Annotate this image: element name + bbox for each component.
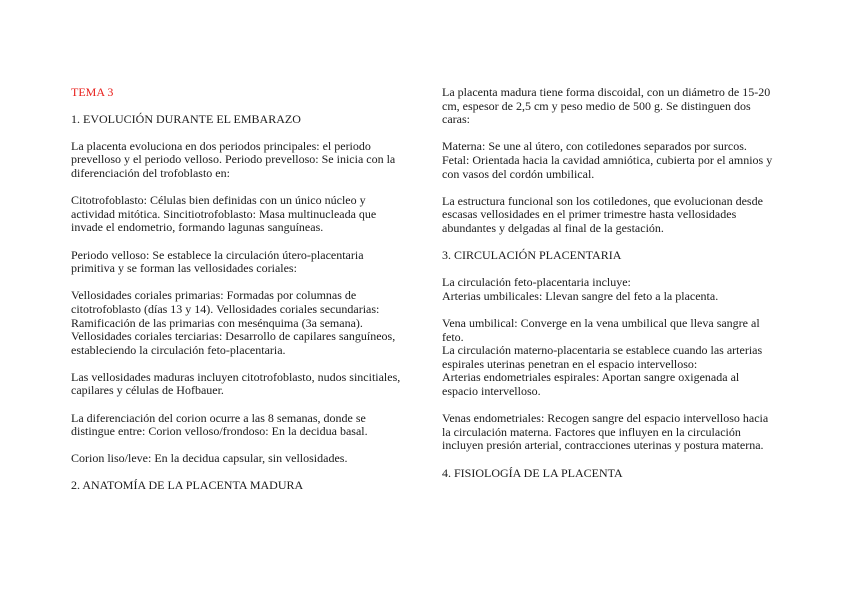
text-line: distingue entre: Corion velloso/frondoso: En la decidua basal. [71, 424, 368, 439]
text-line: feto. [442, 329, 464, 344]
text-line: cm, espesor de 2,5 cm y peso medio de 500 g. Se distinguen dos [442, 98, 751, 113]
paragraph-venas-endometriales [442, 412, 782, 453]
text-line: La circulación materno-placentaria se establece cuando las arterias [442, 343, 763, 358]
text-line: con vasos del cordón umbilical. [442, 166, 595, 181]
text-line: La circulación feto-placentaria incluye: [442, 275, 631, 290]
left-column [71, 86, 406, 506]
text-line: citotrofoblasto (días 13 y 14). Vellosidades coriales secundarias: [71, 301, 380, 316]
paragraph-citotrofoblasto [71, 194, 406, 235]
text-line: invade el endometrio, formando lagunas sanguíneas. [71, 220, 324, 235]
text-line: espirales uterinas penetran en el espacio intervelloso: [442, 356, 698, 371]
paragraph-corion-liso [71, 452, 406, 466]
section-heading-2: 2. ANATOMÍA DE LA PLACENTA MADURA [71, 478, 304, 493]
text-line: prevelloso y el periodo velloso. Periodo prevelloso: Se inicia con la [71, 152, 396, 167]
paragraph-corion [71, 412, 406, 439]
text-line: capilares y células de Hofbauer. [71, 383, 224, 398]
page-title: TEMA 3 [71, 85, 114, 99]
right-column [442, 86, 782, 494]
paragraph-vena-umbilical [442, 317, 782, 399]
section-heading-4: 4. FISIOLOGÍA DE LA PLACENTA [442, 465, 623, 480]
text-line: Periodo velloso: Se establece la circulación útero-placentaria [71, 247, 364, 262]
text-line: Las vellosidades maduras incluyen citotrofoblasto, nudos sincitiales, [71, 369, 401, 384]
paragraph-periodo-velloso [71, 249, 406, 276]
section-heading-3: 3. CIRCULACIÓN PLACENTARIA [442, 248, 622, 263]
section-heading-1: 1. EVOLUCIÓN DURANTE EL EMBARAZO [71, 111, 301, 126]
text-line: Vena umbilical: Converge en la vena umbilical que lleva sangre al [442, 316, 760, 331]
text-line: diferenciación del trofoblasto en: [71, 165, 230, 180]
text-line: Fetal: Orientada hacia la cavidad amniótica, cubierta por el amnios y [442, 152, 773, 167]
text-line: Arterias umbilicales: Llevan sangre del feto a la placenta. [442, 288, 719, 303]
text-line: escasas vellosidades en el primer trimestre hasta vellosidades [442, 207, 737, 222]
paragraph-circulacion-feto [442, 276, 782, 303]
text-line: la circulación materna. Factores que influyen en la circulación [442, 424, 741, 439]
text-line: La estructura funcional son los cotiledones, que evolucionan desde [442, 193, 763, 208]
text-line: Vellosidades coriales terciarias: Desarrollo de capilares sanguíneos, [71, 329, 396, 344]
text-line: Citotrofoblasto: Células bien definidas con un único núcleo y [71, 193, 366, 208]
paragraph-placenta-madura [442, 86, 782, 127]
text-line: La placenta evoluciona en dos periodos principales: el periodo [71, 138, 371, 153]
paragraph-caras [442, 140, 782, 181]
text-line: Corion liso/leve: En la decidua capsular, sin vellosidades. [71, 451, 348, 466]
text-line: Arterias endometriales espirales: Aportan sangre oxigenada al [442, 370, 740, 385]
text-line: Vellosidades coriales primarias: Formadas por columnas de [71, 288, 357, 303]
text-line: incluyen presión arterial, contracciones uterinas y postura materna. [442, 438, 764, 453]
text-line: espacio intervelloso. [442, 384, 541, 399]
paragraph-cotiledones [442, 195, 782, 236]
paragraph-vellosidades-coriales [71, 289, 406, 357]
text-line: caras: [442, 112, 470, 127]
paragraph-vellosidades-maduras [71, 371, 406, 398]
text-line: abundantes y delgadas al final de la gestación. [442, 220, 664, 235]
text-line: La placenta madura tiene forma discoidal, con un diámetro de 15-20 [442, 85, 771, 99]
text-line: actividad mitótica. Sincitiotrofoblasto: Masa multinucleada que [71, 206, 377, 221]
paragraph-prevelloso [71, 140, 406, 181]
text-line: Venas endometriales: Recogen sangre del espacio intervelloso hacia [442, 411, 769, 426]
text-line: Ramificación de las primarias con mesénquima (3a semana). [71, 315, 363, 330]
text-line: primitiva y se forman las vellosidades coriales: [71, 261, 297, 276]
text-line: La diferenciación del corion ocurre a las 8 semanas, donde se [71, 410, 366, 425]
text-line: Materna: Se une al útero, con cotiledones separados por surcos. [442, 139, 747, 154]
text-line: estableciendo la circulación feto-placentaria. [71, 342, 286, 357]
